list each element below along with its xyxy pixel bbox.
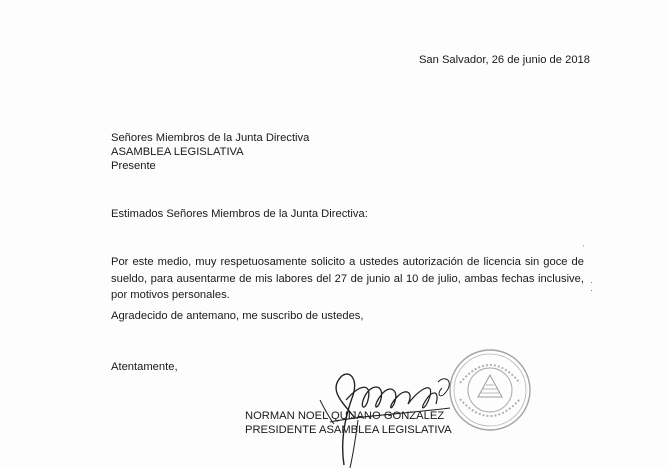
recipient-block (111, 131, 309, 173)
salutation: Estimados Señores Miembros de la Junta Directiva: (111, 208, 368, 220)
signer-name: NORMAN NOEL QUIJANO GONZALEZ (245, 410, 445, 422)
body-paragraph: Por este medio, muy respetuosamente solicito a ustedes autorización de licencia sin goce de sueldo, para ausentarme de mis labores del 27 de junio al 10 de julio, ambas fechas inclusive, por motivos personales. (111, 256, 584, 301)
recipient-line-2: ASAMBLEA LEGISLATIVA (111, 146, 244, 158)
margin-dot-icon: · (590, 277, 593, 287)
date-line: San Salvador, 26 de junio de 2018 (418, 54, 590, 66)
closing-line: Atentamente, (111, 361, 178, 373)
signer-title: PRESIDENTE ASAMBLEA LEGISLATIVA (245, 424, 452, 436)
signer-block (245, 409, 452, 437)
margin-dot-icon: · (590, 285, 593, 295)
margin-mark-icon: ˊ (582, 244, 585, 254)
recipient-line-1: Señores Miembros de la Junta Directiva (111, 132, 310, 144)
official-seal-icon (445, 345, 535, 435)
recipient-line-3: Presente (111, 160, 156, 172)
thanks-line: Agradecido de antemano, me suscribo de ustedes, (111, 310, 364, 322)
